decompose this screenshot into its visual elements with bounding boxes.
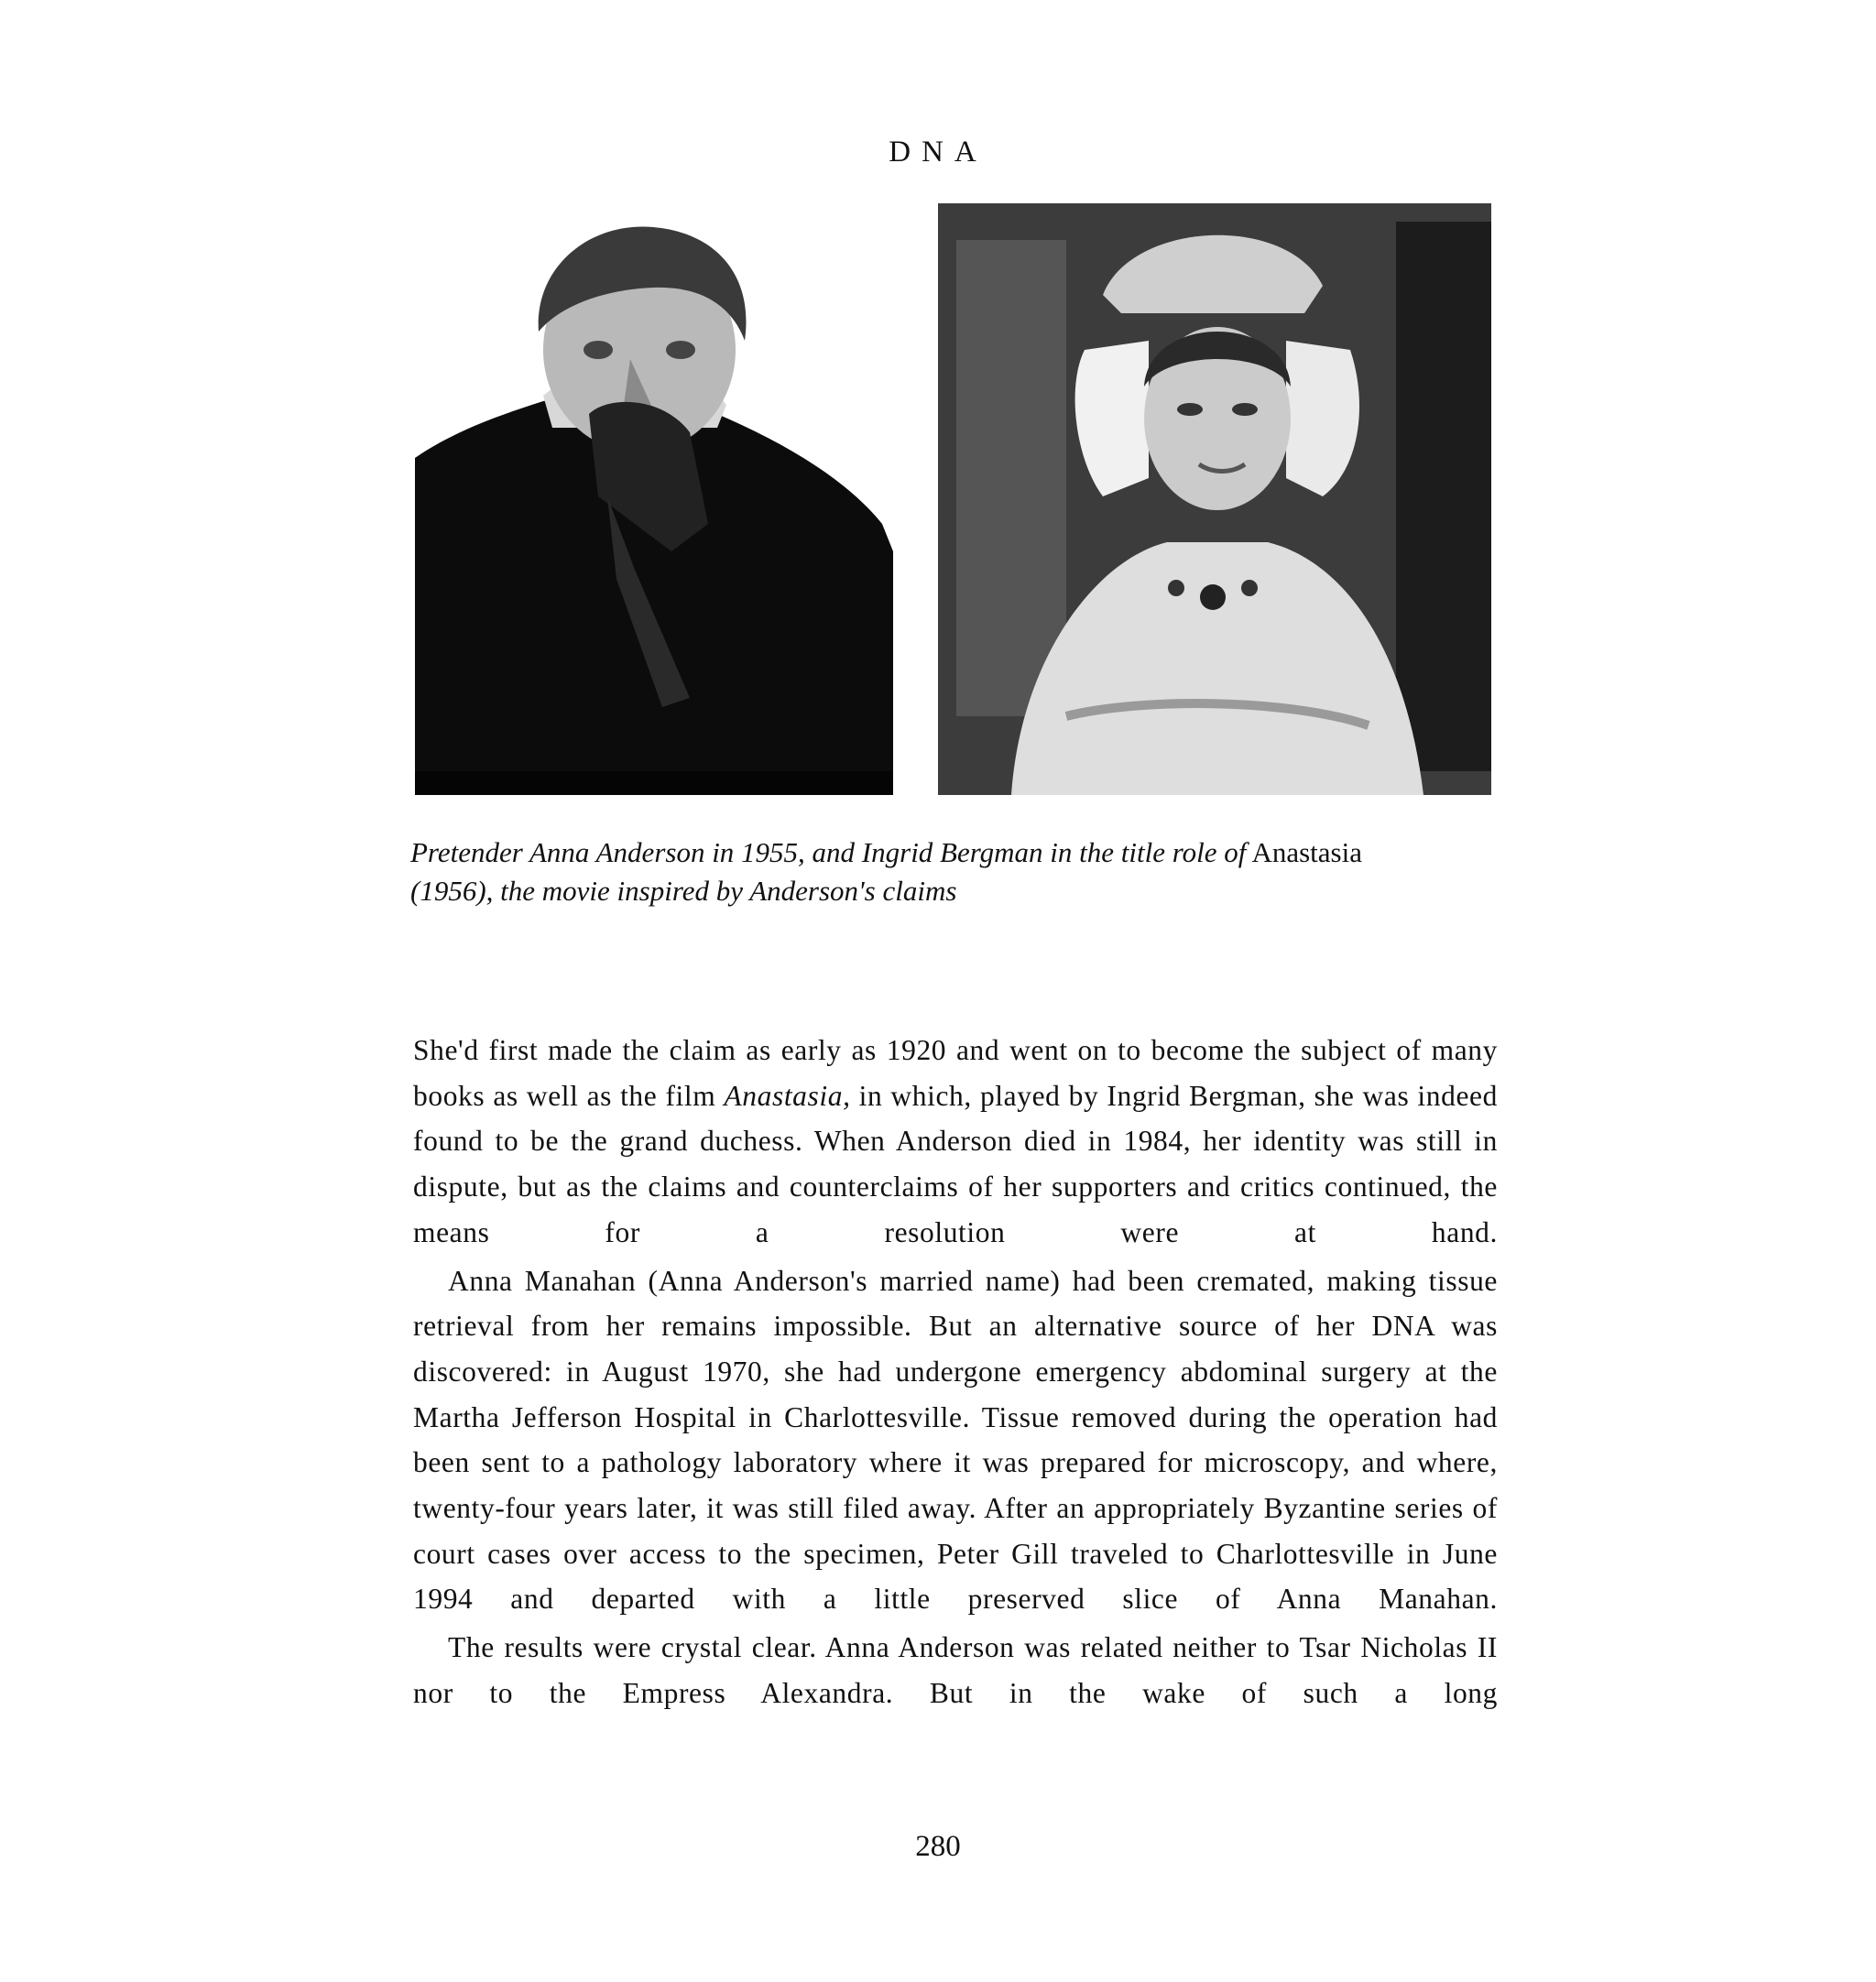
figure-caption bbox=[410, 833, 1510, 910]
paragraph-3: The results were crystal clear. Anna Anderson was related neither to Tsar Nicholas II nor to the Empress Alexandra. But in the wake of such a long bbox=[413, 1631, 1498, 1709]
paragraph-1-text-b: in which, played by Ingrid Bergman, she was indeed found to be the grand duchess. When Anderson died in 1984, her identity was still in dispute, but as the claims and counterclaims of her supporters and critics continued, the means for a resolution were at hand. bbox=[413, 1079, 1498, 1248]
caption-italic-part-2: (1956), the movie inspired by Anderson's claims bbox=[410, 875, 957, 907]
caption-film-title: Anastasia bbox=[1246, 836, 1362, 868]
caption-italic-part-1: Pretender Anna Anderson in 1955, and Ingrid Bergman in the title role of bbox=[410, 836, 1247, 868]
body-text bbox=[413, 1028, 1498, 1719]
anna-anderson-photo bbox=[415, 222, 893, 795]
paragraph-1-text-a: She'd first made the claim as early as 1920 and went on to become the subject of many books as well as the film bbox=[413, 1034, 1498, 1112]
paragraph-2: Anna Manahan (Anna Anderson's married name) had been cremated, making tissue retrieval from her remains impossible. But an alternative source of her DNA was discovered: in August 1970, she had undergone emergency abdominal surgery at the Martha Jefferson Hospital in Charlottesville. Tissue removed during the operation had been sent to a pathology laboratory where it was prepared for microscopy, and where, twenty-four years later, it was still filed away. After an appropriately Byzantine series of court cases over access to the specimen, Peter Gill traveled to Charlottesville in June 1994 and departed with a little preserved slice of Anna Manahan. bbox=[413, 1264, 1498, 1616]
running-head: DNA bbox=[889, 136, 987, 169]
ingrid-bergman-photo bbox=[938, 203, 1491, 795]
page-number: 280 bbox=[915, 1830, 961, 1863]
paragraph-1-film-title: Anastasia, bbox=[724, 1079, 851, 1112]
paragraph-1 bbox=[413, 1028, 1498, 1256]
